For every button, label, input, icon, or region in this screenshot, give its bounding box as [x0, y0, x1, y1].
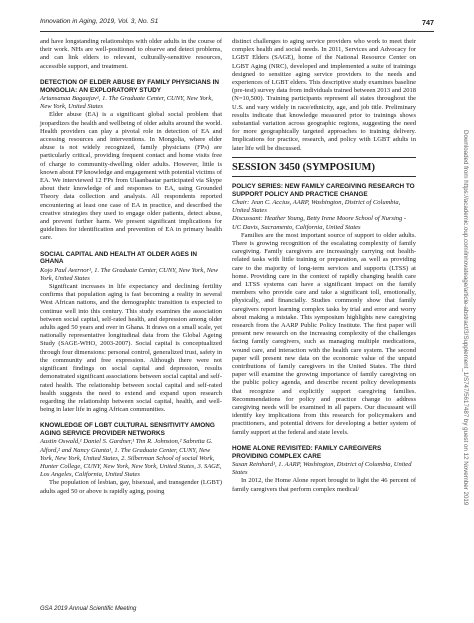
- header-rule: [40, 31, 434, 32]
- download-watermark: [460, 130, 470, 550]
- left-column: [40, 38, 222, 496]
- session-discussant: Discussant: Heather Young, Betty Irene Moore School of Nursing - UC Davis, Sacramento, California, United States: [232, 215, 407, 231]
- symposium-policy-series: [232, 183, 416, 437]
- page-number: 747: [422, 18, 434, 27]
- session-chair: Chair: Jean C. Accius, AARP, Washington, District of Columbia, United States: [232, 198, 401, 215]
- abstract-lgbt-knowledge: [40, 422, 222, 496]
- abstract-title: DETECTION OF ELDER ABUSE BY FAMILY PHYSICIANS IN MONGOLIA: AN EXPLORATORY STUDY: [40, 78, 219, 94]
- abstract-authors: Susan Reinhard¹, 1. AARP, Washington, District of Columbia, United States: [232, 460, 412, 477]
- download-watermark-text: Downloaded from https://academic.oup.com/innovateage/article-abstract/3/Supplement_1/S747/5617487 by guest on 12 November 2019: [462, 130, 469, 506]
- abstract-title: KNOWLEDGE OF LGBT CULTURAL SENSITIVITY AMONG AGING SERVICE PROVIDER NETWORKS: [40, 422, 215, 438]
- abstract-home-alone: [232, 445, 416, 494]
- abstract-body: Families are the most important source of support to older adults. There is growing recognition of the escalating complexity of family caregiving. Family caregivers are increasingly carrying out health-related tasks with little training or preparation, as well as providing care to the majority of long-term services and supports (LTSS) at home. Providing care in the context of rapidly changing health care and LTSS systems can have a significant impact on the family members who provide care and take a significant toll, emotionally, physically, and financially. Studies commonly show that family caregivers report learning complex tasks by trial and error and worry about making a mistake. This symposium highlights new caregiving research from the AARP Public Policy Institute. The first paper will present new research on the increasing complexity of the challenges facing family caregivers, such as managing multiple medications, wound care, and interaction with the health care system. The second paper will present new data on the economic value of the unpaid contributions of family caregivers in the United States. The third paper will examine the growing importance of family caregiving on the public policy agenda, and describe recent policy developments that recognize and explicitly support caregiving families. Recommendations for policy and practice change to address caregiving needs will be examined in all papers. Our discussant will identify key implications from this research for policymakers and practitioners, and potential drivers for developing a better system of family support at the federal and state levels.: [232, 231, 416, 436]
- page-footer: GSA 2019 Annual Scientific Meeting: [40, 606, 137, 612]
- abstract-title: HOME ALONE REVISITED: FAMILY CAREGIVERS PROVIDING COMPLEX CARE: [232, 444, 382, 460]
- intro-paragraph: and have longstanding relationships with older adults in the course of their work. NHs are well-positioned to observe and detect problems, and can link elders to relevant, culturally-sensitive resources, accessible support, and treatment.: [40, 38, 222, 70]
- abstract-elder-abuse: [40, 79, 222, 243]
- abstract-title: POLICY SERIES: NEW FAMILY CAREGIVING RESEARCH TO SUPPORT POLICY AND PRACTICE CHANGE: [232, 182, 415, 198]
- abstract-title: SOCIAL CAPITAL AND HEALTH AT OLDER AGES IN GHANA: [40, 250, 198, 266]
- abstract-authors: Kojo Paul Avernor¹, 1. The Graduate Center, CUNY, New York, New York, United States: [40, 266, 219, 282]
- abstract-body: Significant increases in life expectancy and declining fertility confirms that population aging is fast becoming a reality in several West African nations, and the demographic transition is expected to continue well into this century. This study examines the association between social capital, self-rated health, and depression among older adults aged 50 years and over in Ghana. It draws on a small scale, yet nationally representative longitudinal data from the Global Ageing Study (SAGE-WHO, 2003-2007). Social capital is conceptualized through four dimensions: personal control, generalized trust, safety in the community and free expression. Although there were not significant findings on social capital and depression, results demonstrated significant associations between social capital and self-rated health. The relationship between social capital and self-rated health suggests the need to extend and expand upon research regarding the relationship between social capital, health, and well-being in later life in aging African communities.: [40, 283, 222, 414]
- abstract-authors: Austin Oswald,¹ Daniel S. Gardner,¹ Tim R. Johnston,² Sabretta G. Alford,² and Nancy Giunta¹, 1. The Graduate Center, CUNY, New York, New York, United States, 2. Silberman School of social Work, Hunter College, CUNY, New York, New York, United States, 3. SAGE, Los Angeles, California, United States: [40, 438, 222, 479]
- abstract-body: The population of lesbian, gay, bisexual, and transgender (LGBT) adults aged 50 or above is rapidly aging, posing: [40, 479, 222, 495]
- running-header: [40, 18, 434, 30]
- abstract-body: Elder abuse (EA) is a significant global social problem that jeopardizes the health and wellbeing of older adults around the world. Health providers can play a pivotal role in detection of EA and accessing resources and interventions. In Mongolia, where elder abuse is not widely recognized, family physicians (FPs) are particularly critical, providing frequent contact and home visits free of charge to community-dwelling older adults. However, little is known about FP knowledge and engagement with potential victims of EA. We interviewed 12 FPs from Ulaanbaatar participated via Skype about their knowledge of and responses to EA, using Grounded Theory data collection and analysis. All respondents reported encountering at least one case of EA in practice, and described the creative strategies they used to engage older patients, detect abuse, and prevent further harm. We present significant implications for guidelines for identification and prevention of EA in primary health care.: [40, 111, 222, 242]
- session-heading: SESSION 3450 (SYMPOSIUM): [232, 157, 416, 177]
- journal-citation: Innovation in Aging, 2019, Vol. 3, No. S1: [40, 18, 159, 25]
- abstract-social-capital: [40, 251, 222, 415]
- abstract-body: In 2012, the Home Alone report brought to light the 46 percent of family caregivers that perform complex medical/: [232, 477, 416, 493]
- continued-paragraph: distinct challenges to aging service providers who work to meet their complex health and social needs. In 2011, Services and Advocacy for LGBT Elders (SAGE), home of the National Resource Center on LGBT Aging (NRC), developed and implemented a suite of trainings designed to sensitize aging service providers to the needs and experiences of LGBT elders. This descriptive study examines baseline (pre-test) survey data from individuals trained between 2013 and 2018 (N=10,500). Training participants represent all states throughout the U.S. and vary widely in race/ethnicity, age, and job title. Preliminary results indicate that knowledge measured prior to trainings shows substantial variation across geographic regions, suggesting the need for more geographically targeted approaches to training delivery. Implications for practice, research, and policy with LGBT adults in later life will be discussed.: [232, 38, 416, 152]
- abstract-authors: Ariunsanaa Bagaajav¹, 1. The Graduate Center, CUNY, New York, New York, United States: [40, 94, 213, 111]
- right-column: [232, 38, 416, 494]
